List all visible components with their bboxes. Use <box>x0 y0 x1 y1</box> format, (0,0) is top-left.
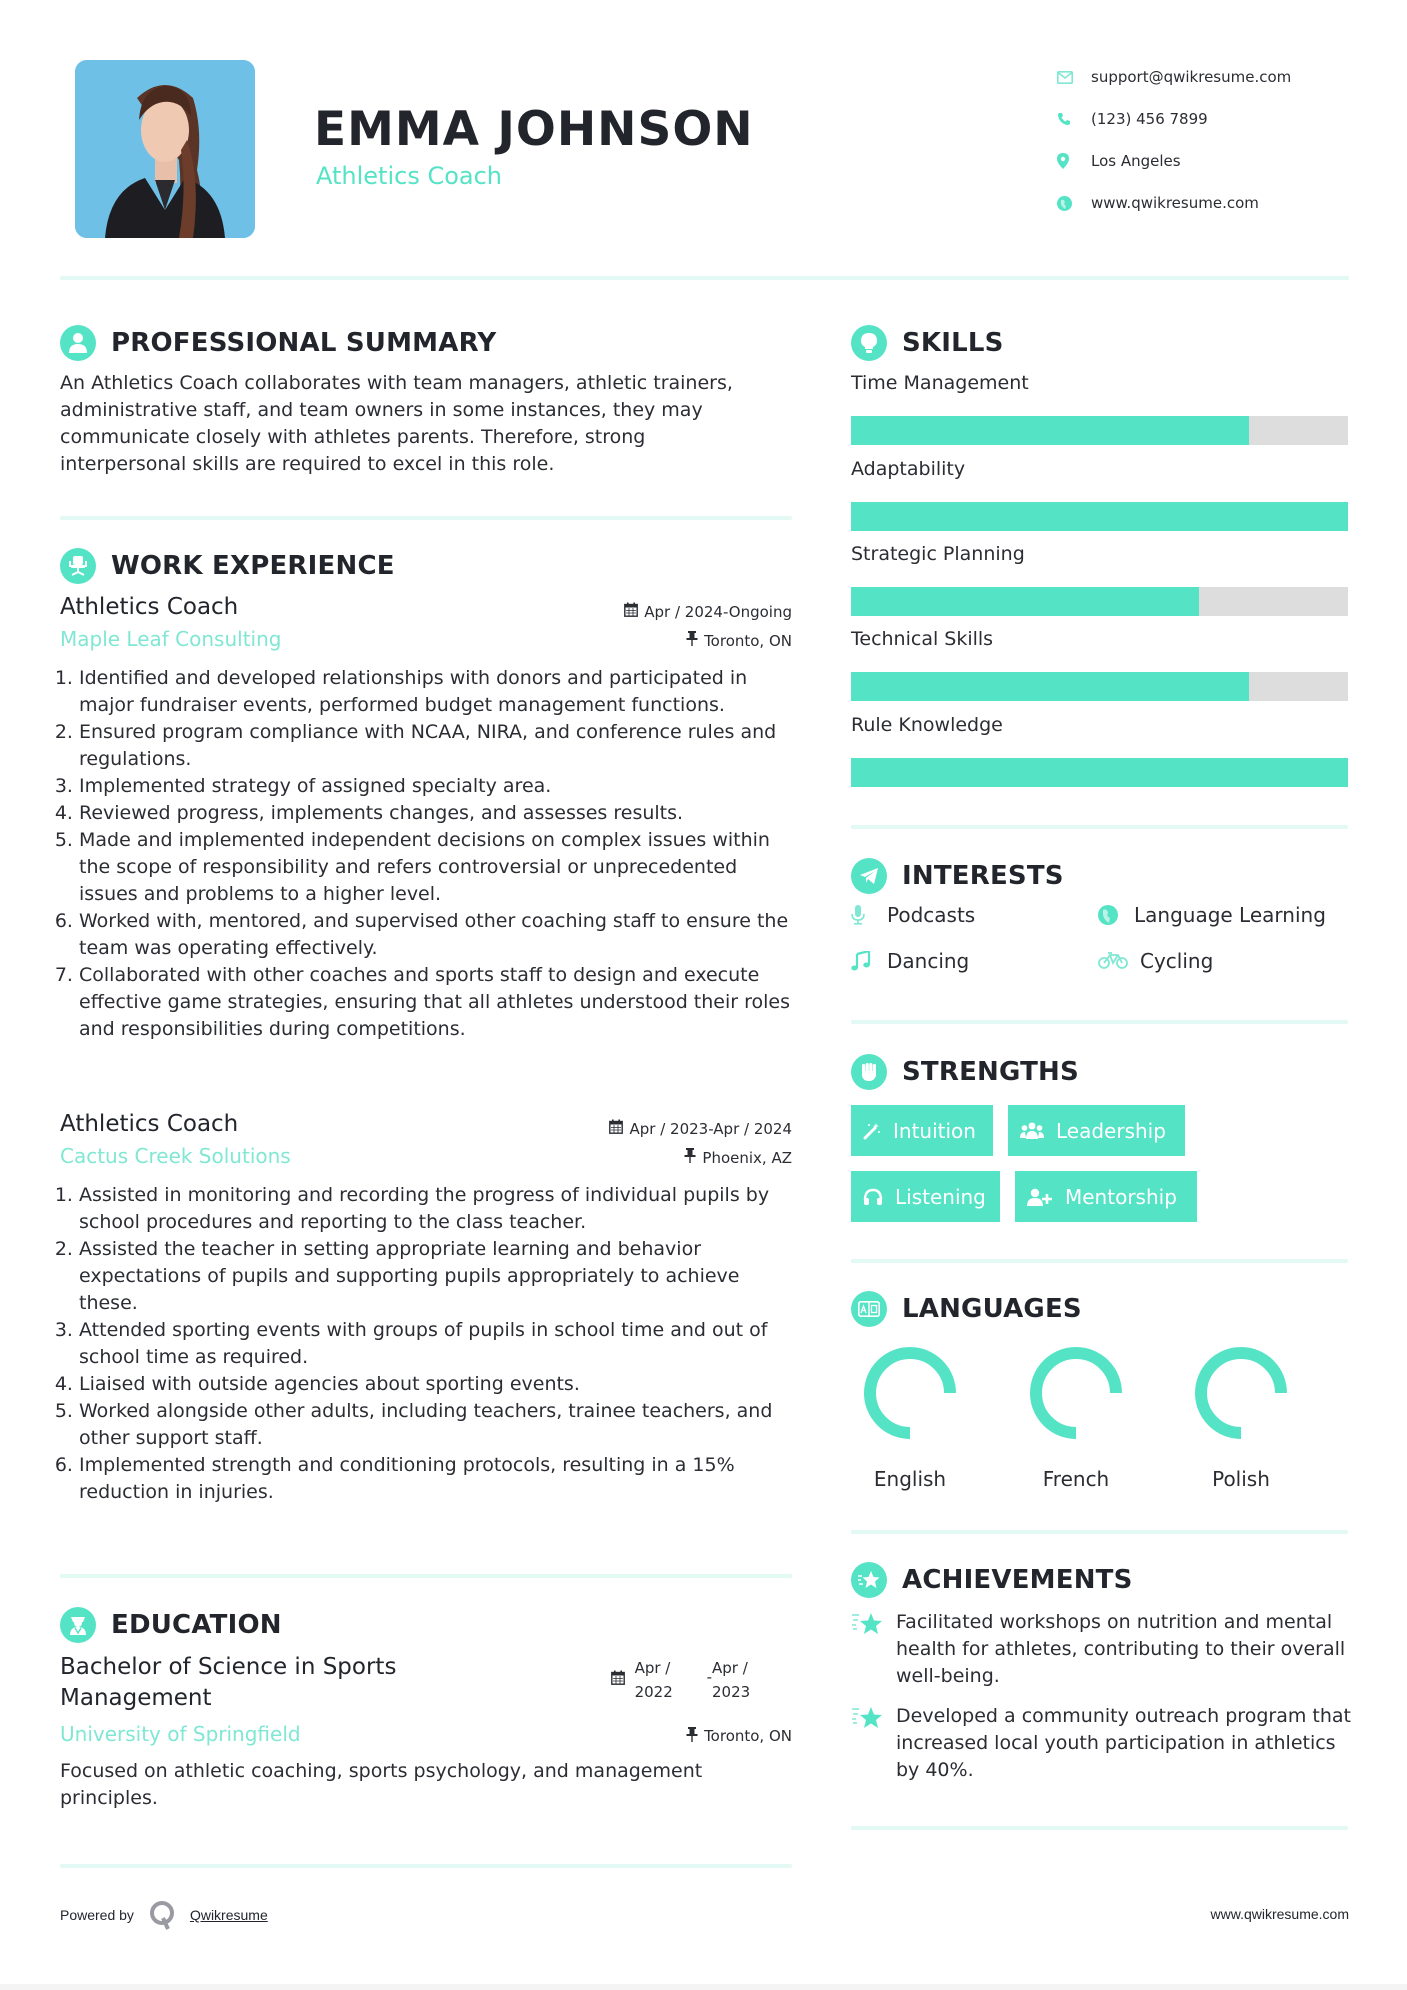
section-heading-interests <box>851 858 1064 894</box>
list-item: 6. Worked with, mentored, and supervised other coaching staff to ensure the team was operating effectively. <box>79 908 792 962</box>
music-note-icon <box>851 951 879 971</box>
header-divider <box>60 276 1349 280</box>
language-proficiency-ring <box>1193 1345 1289 1441</box>
strength-tag <box>1015 1171 1197 1222</box>
end-year: 2023 <box>712 1683 751 1701</box>
summary-divider <box>60 516 792 520</box>
envelope-icon <box>1055 71 1091 84</box>
fist-icon <box>851 1054 887 1090</box>
job-location <box>686 631 792 650</box>
languages-heading: LANGUAGES <box>902 1294 1082 1324</box>
pushpin-icon <box>684 1148 696 1167</box>
skill-name: Adaptability <box>851 458 966 480</box>
achievement-text: Facilitated workshops on nutrition and mental health for athletes, contributing to their overall well-being. <box>896 1611 1346 1687</box>
pushpin-icon <box>686 1727 698 1746</box>
skills-heading: SKILLS <box>902 328 1004 358</box>
skill-bar <box>851 672 1348 701</box>
achievements-heading: ACHIEVEMENTS <box>902 1565 1133 1595</box>
candidate-title: Athletics Coach <box>316 162 503 190</box>
microphone-icon <box>851 905 879 925</box>
job-company: Cactus Creek Solutions <box>60 1144 291 1168</box>
list-item: 7. Collaborated with other coaches and sports staff to design and execute effective game strategies, ensuring that all athletes understood their roles and responsibilities during competitions. <box>79 962 792 1043</box>
language-name: Polish <box>1212 1467 1270 1491</box>
job-entry <box>60 1111 792 1506</box>
person-portrait-icon <box>75 60 255 238</box>
education-heading: EDUCATION <box>111 1610 282 1640</box>
job-location <box>684 1148 792 1167</box>
education-divider <box>60 1864 792 1868</box>
interests-heading: INTERESTS <box>902 861 1064 891</box>
contact-website-text: www.qwikresume.com <box>1091 194 1259 212</box>
interests-divider <box>851 1020 1348 1024</box>
skill-item <box>851 628 1348 701</box>
achievements-divider <box>851 1826 1348 1830</box>
end-month: Apr / <box>712 1659 748 1677</box>
calendar-icon <box>611 1670 625 1690</box>
language-proficiency-ring <box>862 1345 958 1441</box>
language-name: French <box>1042 1467 1110 1491</box>
list-item: 2. Ensured program compliance with NCAA, NIRA, and conference rules and regulations. <box>79 719 792 773</box>
list-item: 4. Liaised with outside agencies about sporting events. <box>79 1371 792 1398</box>
list-item: 2. Assisted the teacher in setting appropriate learning and behavior expectations of pupils and supporting pupils appropriately to achieve these. <box>79 1236 792 1317</box>
section-heading-languages <box>851 1291 1082 1327</box>
interest-item <box>1098 903 1326 927</box>
education-description: Focused on athletic coaching, sports psychology, and management principles. <box>60 1760 703 1809</box>
candidate-name: EMMA JOHNSON <box>314 102 754 157</box>
section-heading-experience <box>60 548 395 584</box>
job-location-text: Phoenix, AZ <box>702 1148 792 1167</box>
contact-phone[interactable] <box>1055 98 1385 140</box>
contact-phone-text: (123) 456 7899 <box>1091 110 1208 128</box>
contact-email-text: support@qwikresume.com <box>1091 68 1292 86</box>
degree-title: Bachelor of Science in Sports Management <box>60 1654 397 1711</box>
qwikresume-link[interactable]: Qwikresume <box>189 1907 268 1923</box>
users-icon <box>1020 1122 1044 1140</box>
strength-label: Mentorship <box>1065 1184 1177 1209</box>
skill-bar <box>851 758 1348 787</box>
profile-photo <box>75 60 255 238</box>
interest-label: Cycling <box>1140 949 1214 973</box>
list-item: 1. Identified and developed relationships with donors and participated in major fundraiser events, performed budget management functions. <box>79 665 792 719</box>
contact-email[interactable] <box>1055 56 1385 98</box>
strengths-heading: STRENGTHS <box>902 1057 1079 1087</box>
pushpin-icon <box>686 631 698 650</box>
list-item: 5. Worked alongside other adults, including teachers, trainee teachers, and other support staff. <box>79 1398 792 1452</box>
translate-icon <box>851 1291 887 1327</box>
experience-heading: WORK EXPERIENCE <box>111 551 395 581</box>
skill-name: Technical Skills <box>851 628 994 650</box>
magic-wand-icon <box>863 1122 881 1140</box>
strength-label: Listening <box>895 1184 986 1209</box>
powered-by-label: Powered by <box>60 1907 134 1923</box>
summary-heading: PROFESSIONAL SUMMARY <box>111 328 497 358</box>
interest-item <box>851 949 969 973</box>
job-dates-text: Apr / 2023-Apr / 2024 <box>629 1119 792 1138</box>
education-start <box>635 1656 695 1704</box>
interest-item <box>851 903 975 927</box>
strength-tag <box>851 1105 993 1156</box>
lightbulb-icon <box>851 325 887 361</box>
skill-item <box>851 458 1348 531</box>
calendar-icon <box>624 602 638 621</box>
language-proficiency-ring <box>1028 1345 1124 1441</box>
skill-name: Time Management <box>851 372 1029 394</box>
skill-item <box>851 372 1348 445</box>
section-heading-education <box>60 1607 282 1643</box>
globe-icon <box>1098 905 1126 925</box>
list-item: 5. Made and implemented independent decisions on complex issues within the scope of responsibility and refers controversial or unprecedented issues and problems to a higher level. <box>79 827 792 908</box>
achievement-item <box>851 1609 1351 1690</box>
education-end <box>712 1656 762 1704</box>
skill-name: Strategic Planning <box>851 543 1025 565</box>
paper-plane-icon <box>851 858 887 894</box>
language-item <box>1186 1345 1296 1491</box>
interest-label: Podcasts <box>887 903 976 927</box>
strength-label: Intuition <box>893 1118 976 1143</box>
education-location <box>686 1726 792 1746</box>
shooting-star-icon <box>851 1562 887 1598</box>
strength-tag <box>851 1171 1000 1222</box>
education-entry <box>60 1652 792 1812</box>
shooting-star-icon <box>851 1609 896 1690</box>
user-plus-icon <box>1027 1188 1053 1206</box>
skill-bar <box>851 416 1348 445</box>
strength-tag <box>1008 1105 1185 1156</box>
summary-text: An Athletics Coach collaborates with team managers, athletic trainers, administrative staff, and team owners in some instances, they may communicate closely with athletes parents. Therefore, strong interpersonal skills are required to excel in this role. <box>60 372 733 475</box>
job-dates <box>624 602 792 621</box>
job-location-text: Toronto, ON <box>704 631 792 650</box>
bicycle-icon <box>1098 952 1132 970</box>
skill-bar <box>851 587 1348 616</box>
job-title: Athletics Coach <box>60 1111 239 1137</box>
job-title: Athletics Coach <box>60 594 239 620</box>
job-company: Maple Leaf Consulting <box>60 627 282 651</box>
section-heading-summary <box>60 325 496 361</box>
shooting-star-icon <box>851 1703 896 1784</box>
strengths-divider <box>851 1259 1348 1263</box>
language-item <box>1021 1345 1131 1491</box>
skill-bar-fill <box>851 587 1199 616</box>
user-icon <box>60 325 96 361</box>
skill-bar-fill <box>851 502 1348 531</box>
interest-item <box>1098 949 1213 973</box>
achievement-item <box>851 1703 1351 1784</box>
contact-location-text: Los Angeles <box>1091 152 1181 170</box>
languages-divider <box>851 1530 1348 1534</box>
section-heading-achievements <box>851 1562 1133 1598</box>
skill-bar-fill <box>851 672 1249 701</box>
calendar-icon <box>609 1119 623 1138</box>
experience-divider <box>60 1574 792 1578</box>
footer-branding <box>60 1900 268 1930</box>
list-item: 6. Implemented strength and conditioning protocols, resulting in a 15% reduction in injuries. <box>79 1452 792 1506</box>
list-item: 3. Attended sporting events with groups of pupils in school time and out of school time as required. <box>79 1317 792 1371</box>
phone-icon <box>1055 112 1091 126</box>
list-item: 1. Assisted in monitoring and recording the progress of individual pupils by school procedures and reporting to the class teacher. <box>79 1182 792 1236</box>
skill-bar-fill <box>851 758 1348 787</box>
language-name: English <box>873 1467 947 1491</box>
interest-label: Language Learning <box>1134 903 1326 927</box>
list-item: 3. Implemented strategy of assigned specialty area. <box>79 773 792 800</box>
skills-divider <box>851 825 1348 829</box>
globe-icon <box>1055 196 1091 211</box>
section-heading-skills <box>851 325 1004 361</box>
contact-website[interactable] <box>1055 182 1385 224</box>
section-heading-strengths <box>851 1054 1079 1090</box>
achievement-text: Developed a community outreach program that increased local youth participation in athletics by 40%. <box>896 1705 1351 1781</box>
start-year: 2022 <box>634 1683 673 1701</box>
map-pin-icon <box>1055 153 1091 169</box>
graduate-icon <box>60 1607 96 1643</box>
skill-bar <box>851 502 1348 531</box>
skill-name: Rule Knowledge <box>851 714 1003 736</box>
job-dates-text: Apr / 2024-Ongoing <box>644 602 792 621</box>
strength-label: Leadership <box>1056 1118 1166 1143</box>
skill-bar-fill <box>851 416 1249 445</box>
date-separator: - <box>706 1668 712 1686</box>
job-responsibilities <box>60 1182 792 1506</box>
school-name: University of Springfield <box>60 1722 301 1746</box>
office-chair-icon <box>60 548 96 584</box>
skill-item <box>851 543 1348 616</box>
start-month: Apr / <box>634 1659 671 1677</box>
contact-location <box>1055 140 1385 182</box>
skill-item <box>851 714 1348 787</box>
job-responsibilities <box>60 665 792 1043</box>
contact-list <box>1055 56 1385 224</box>
headphones-icon <box>863 1188 883 1206</box>
qwikresume-logo-icon <box>148 1900 176 1930</box>
footer-website[interactable]: www.qwikresume.com <box>1210 1906 1349 1922</box>
job-entry <box>60 594 792 1043</box>
page-bottom-edge <box>0 1984 1407 1990</box>
education-dates <box>611 1656 762 1704</box>
education-location-text: Toronto, ON <box>704 1727 792 1745</box>
interest-label: Dancing <box>887 949 970 973</box>
job-dates <box>609 1119 792 1138</box>
list-item: 4. Reviewed progress, implements changes, and assesses results. <box>79 800 792 827</box>
language-item <box>855 1345 965 1491</box>
